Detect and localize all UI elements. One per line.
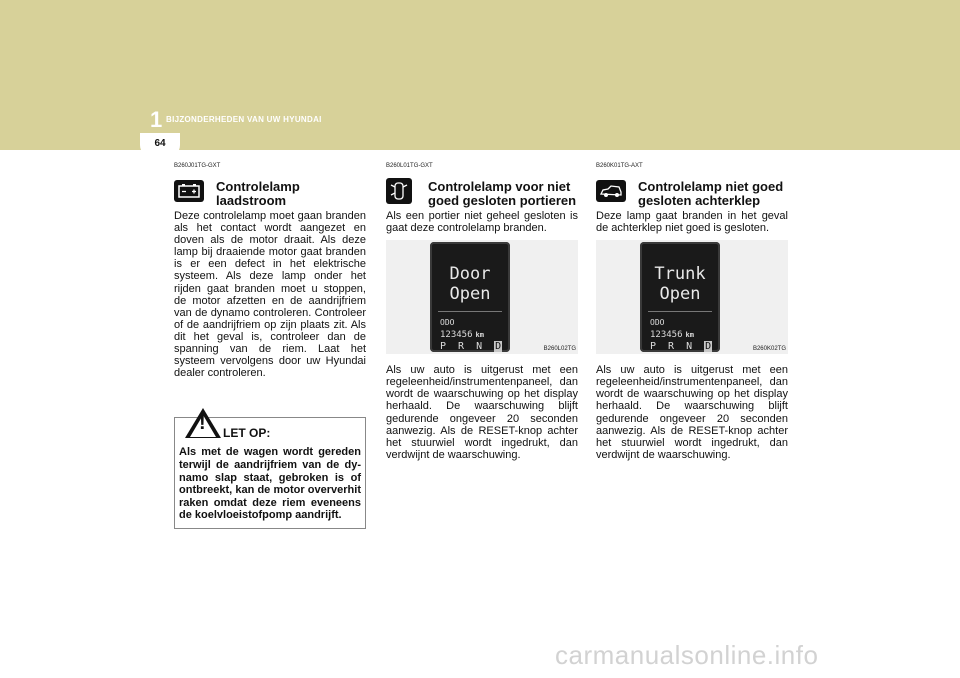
section-body-2: Als uw auto is uitgerust met een regeleenheid/instrumentenpaneel, dan wordt de waarschuwing op het display herhaald. De waarschuwing blijft gedurende ongeveer 20 seconden aanwezig. Als de RESET-knop achter het stuurwiel wordt ingedrukt, dan verdwijnt de waarschuwing.: [596, 364, 788, 461]
cluster-display-photo: [386, 240, 578, 354]
warning-title: LET OP:: [223, 426, 271, 441]
display-line2: Open: [449, 284, 491, 305]
chapter-number: 1: [150, 107, 163, 132]
instrument-display: [430, 242, 510, 352]
figure-code: B260K02TG: [752, 346, 786, 353]
display-line1: Door: [449, 264, 491, 285]
odo-label: ODO: [440, 318, 455, 328]
door-open-icon: [386, 178, 412, 204]
gear-indicator: P R N D: [650, 341, 712, 353]
instrument-display: [640, 242, 720, 352]
section-body: Deze controlelamp moet gaan branden als het contact wordt aangezet en doven als de motor draait. Als deze lamp bij draaiende motor gaat branden is er een defect in het elektrische systeem. Als deze lamp onder het rijden gaat branden moet u stoppen, de motor afzetten en de aandrijfriem van de dynamo controleren. Controleer of de aandrijfriem op zijn plaats zit. Als dit het geval is, controleer dan de spanning van de riem. Laat het systeem vervolgens door uw Hyundai dealer controleren.: [174, 210, 366, 380]
section-code: B260K01TG-AXT: [596, 163, 643, 169]
display-line2: Open: [659, 284, 701, 305]
section-header: [386, 172, 578, 210]
chapter-title: BIJZONDERHEDEN VAN UW HYUNDAI: [166, 115, 322, 124]
section-trunk-lamp: [596, 163, 788, 461]
battery-icon: [174, 180, 204, 202]
section-header: [174, 172, 366, 210]
active-gear: D: [495, 341, 502, 353]
watermark: carmanualsonline.info: [555, 640, 819, 670]
section-body-2: Als uw auto is uitgerust met een regeleenheid/instrumentenpaneel, dan wordt de waarschuwing op het display herhaald. De waarschuwing blijft gedurende ongeveer 20 seconden aanwezig. Als de RESET-knop achter het stuurwiel wordt ingedrukt, dan verdwijnt de waarschuwing.: [386, 364, 578, 461]
gear-indicator: P R N D: [440, 341, 502, 353]
warning-text: Als met de wagen wordt gereden terwijl de aandrijfriem van de dy-namo slap staat, gebroken is of ontbreekt, kan de motor oververhit raken omdat deze riem eveneens de koelvloeistofpomp aandrijft.: [179, 446, 361, 522]
header-band: [0, 0, 960, 150]
warning-box: [174, 412, 366, 529]
section-title: Controlelamp laadstroom: [216, 179, 300, 208]
exclamation-icon: !: [199, 412, 206, 435]
section-charging-lamp: [174, 163, 366, 529]
section-header: [596, 172, 788, 210]
section-title: Controlelamp voor niet goed gesloten portieren: [428, 179, 577, 208]
trunk-open-icon: [596, 180, 626, 202]
active-gear: D: [705, 341, 712, 353]
odo-label: ODO: [650, 318, 665, 328]
figure-code: B260L02TG: [543, 346, 576, 353]
odometer-reading: 123456 km: [440, 330, 484, 341]
section-body: Als een portier niet geheel gesloten is gaat deze controlelamp branden.: [386, 210, 578, 235]
section-door-lamp: [386, 163, 578, 461]
section-code: B260J01TG-GXT: [174, 163, 221, 169]
section-code: B260L01TG-GXT: [386, 163, 433, 169]
section-title: Controlelamp niet goed gesloten achterklep: [638, 179, 784, 208]
page-number: 64: [154, 138, 166, 149]
cluster-display-photo: [596, 240, 788, 354]
display-line1: Trunk: [654, 264, 706, 285]
odometer-reading: 123456 km: [650, 330, 694, 341]
section-body: Deze lamp gaat branden in het geval de achterklep niet goed is gesloten.: [596, 210, 788, 235]
